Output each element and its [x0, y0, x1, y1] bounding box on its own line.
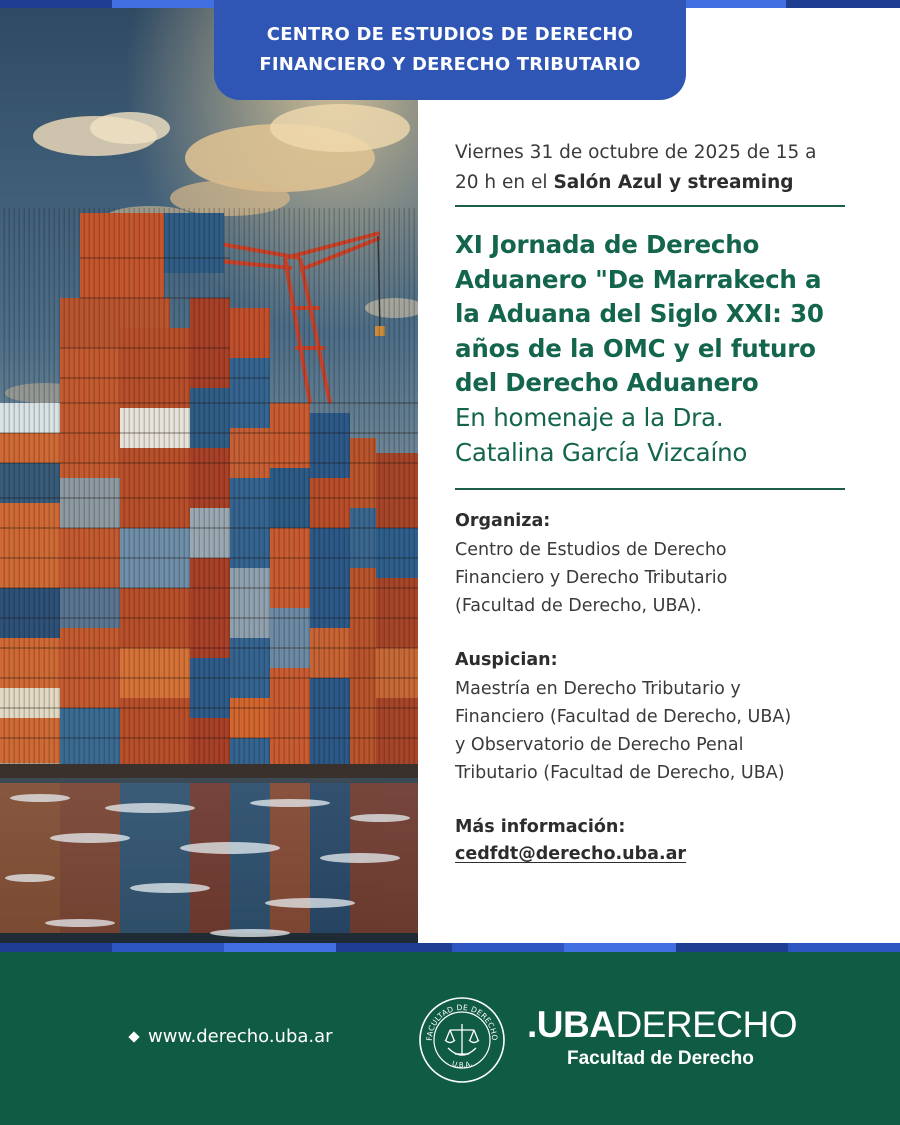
header-line-2: FINANCIERO Y DERECHO TRIBUTARIO	[259, 54, 641, 75]
date-line-1: Viernes 31 de octubre de 2025 de 15 a	[455, 142, 817, 163]
event-title	[455, 228, 850, 401]
date-venue: Salón Azul y streaming	[553, 172, 794, 193]
diamond-bullet-icon	[128, 1031, 139, 1042]
organiza-line: Financiero y Derecho Tributario	[455, 568, 728, 588]
organiza-section	[455, 508, 850, 620]
date-line-2	[455, 168, 850, 198]
container-port-photo	[0, 8, 418, 944]
auspician-line: Tributario (Facultad de Derecho, UBA)	[455, 763, 785, 783]
info-heading: Más información:	[455, 817, 626, 837]
title-line: Aduanero "De Marrakech a	[455, 264, 822, 294]
divider-top	[455, 205, 845, 207]
auspician-heading: Auspician:	[455, 650, 558, 670]
auspician-line: Maestría en Derecho Tributario y	[455, 679, 741, 699]
uba-derecho-brand	[527, 1005, 797, 1045]
organiza-line: (Facultad de Derecho, UBA).	[455, 596, 702, 616]
svg-text:U.B.A.	[451, 1060, 473, 1070]
info-section	[455, 814, 850, 868]
faculty-seal-logo	[418, 996, 506, 1084]
contact-email-link[interactable]: cedfdt@derecho.uba.ar	[455, 844, 687, 864]
subtitle-line: Catalina García Vizcaíno	[455, 437, 748, 467]
seal-top-text: FACULTAD DE DERECHO	[424, 1002, 500, 1042]
footer-color-stripe	[0, 943, 900, 952]
header-tab	[214, 0, 686, 100]
title-line: la Aduana del Siglo XXI: 30	[455, 299, 824, 328]
title-line: XI Jornada de Derecho	[455, 230, 760, 259]
date-line-2-plain: 20 h en el	[455, 172, 548, 193]
title-line: años de la OMC y el futuro	[455, 333, 816, 363]
header-line-1: CENTRO DE ESTUDIOS DE DERECHO	[266, 24, 634, 45]
event-subtitle	[455, 401, 850, 470]
brand-light: DERECHO	[615, 1004, 797, 1045]
organiza-heading: Organiza:	[455, 511, 551, 531]
brand-subtitle: Facultad de Derecho	[567, 1048, 754, 1069]
auspician-line: y Observatorio de Derecho Penal	[455, 735, 744, 755]
title-line: del Derecho Aduanero	[455, 368, 759, 397]
auspician-line: Financiero (Facultad de Derecho, UBA)	[455, 707, 792, 727]
seal-bottom-text: U.B.A.	[450, 1059, 474, 1070]
website-link[interactable]	[130, 1026, 333, 1047]
brand-bold: .UBA	[527, 1004, 616, 1045]
event-date	[455, 138, 850, 198]
organiza-line: Centro de Estudios de Derecho	[455, 540, 727, 560]
auspician-section	[455, 647, 850, 787]
website-text: www.derecho.uba.ar	[148, 1026, 333, 1047]
divider-bottom	[455, 488, 845, 490]
subtitle-line: En homenaje a la Dra.	[455, 403, 724, 432]
